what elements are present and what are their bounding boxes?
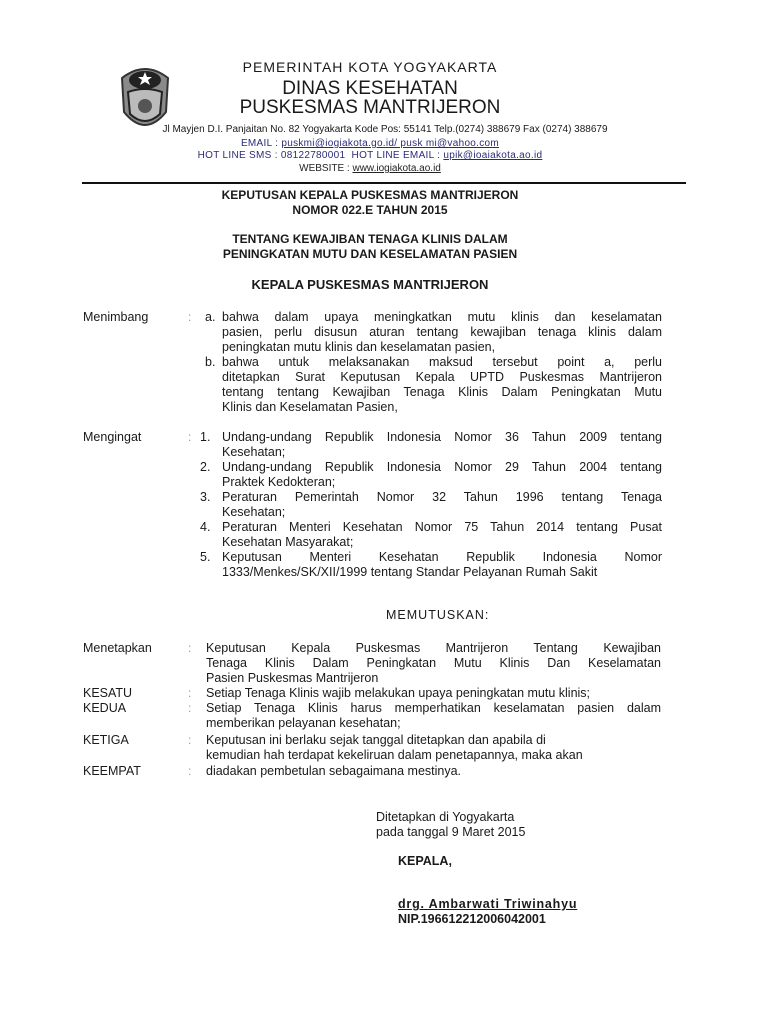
decision-label: Menetapkan [83, 641, 152, 655]
item-line: bahwa dalam upaya meningkatkan mutu klinis dan keselamatan [222, 310, 662, 324]
decision-line: kemudian hah terdapat kekeliruan dalam penetapannya, maka akan [206, 748, 583, 762]
colon: : [188, 733, 192, 747]
item-line: Undang-undang Republik Indonesia Nomor 29 Tahun 2004 tentang [222, 460, 662, 474]
hotline-sms-label: HOT LINE SMS : [197, 150, 278, 161]
item-line: Peraturan Pemerintah Nomor 32 Tahun 1996 tentang Tenaga [222, 490, 662, 504]
item-line: tentang tentang Kewajiban Tenaga Klinis Dalam Peningkatan Mutu [222, 385, 662, 399]
decision-line: Tenaga Klinis Dalam Peningkatan Mutu Klinis Dan Keselamatan [206, 656, 661, 670]
hotline-email-label: HOT LINE EMAIL : [351, 150, 441, 161]
colon: : [188, 701, 192, 715]
section-label: Mengingat [83, 430, 142, 444]
signature-date: pada tanggal 9 Maret 2015 [376, 825, 526, 839]
decision-line: memberikan pelayanan kesehatan; [206, 716, 401, 730]
hotline-email-link[interactable]: upik@ioaiakota.ao.id [443, 150, 543, 161]
decision-line: Pasien Puskesmas Mantrijeron [206, 671, 379, 685]
item-marker: 1. [200, 430, 211, 444]
clinic-name: PUSKESMAS MANTRIJERON [239, 97, 501, 118]
decision-heading: MEMUTUSKAN: [386, 608, 490, 622]
item-line: 1333/Menkes/SK/XII/1999 tentang Standar Pelayanan Rumah Sakit [222, 565, 598, 579]
website-line [0, 163, 740, 174]
item-marker: 3. [200, 490, 211, 504]
decision-line: Keputusan Kepala Puskesmas Mantrijeron Tentang Kewajiban [206, 641, 661, 655]
address: Jl Mayjen D.I. Panjaitan No. 82 Yogyakarta Kode Pos: 55141 Telp.(0274) 388679 Fax (0274) 388679 [162, 124, 608, 135]
header-divider [82, 182, 686, 184]
issuer-heading: KEPALA PUSKESMAS MANTRIJERON [251, 277, 489, 292]
decision-label: KETIGA [83, 733, 129, 747]
colon: : [188, 430, 192, 444]
item-marker: a. [205, 310, 216, 324]
hotline-line [0, 150, 740, 161]
item-line: bahwa untuk melaksanakan maksud tersebut point a, perlu [222, 355, 662, 369]
colon: : [188, 764, 192, 778]
email-line [0, 138, 740, 149]
decree-subject-1: TENTANG KEWAJIBAN TENAGA KLINIS DALAM [232, 232, 508, 246]
decision-line: Setiap Tenaga Klinis wajib melakukan upaya peningkatan mutu klinis; [206, 686, 591, 700]
item-marker: 2. [200, 460, 211, 474]
item-marker: b. [205, 355, 216, 369]
signatory-nip: NIP.196612212006042001 [398, 912, 546, 926]
email-label: EMAIL : [240, 138, 279, 149]
website-label: WEBSITE : [299, 163, 350, 174]
item-line: Peraturan Menteri Kesehatan Nomor 75 Tahun 2014 tentang Pusat [222, 520, 662, 534]
decree-subject-2: PENINGKATAN MUTU DAN KESELAMATAN PASIEN [222, 247, 518, 261]
item-line: ditetapkan Surat Keputusan Kepala UPTD Puskesmas Mantrijeron [222, 370, 662, 384]
item-line: Undang-undang Republik Indonesia Nomor 36 Tahun 2009 tentang [222, 430, 662, 444]
decision-line: Setiap Tenaga Klinis harus memperhatikan keselamatan pasien dalam [206, 701, 661, 715]
decision-line: Keputusan ini berlaku sejak tanggal ditetapkan dan apabila di [206, 733, 546, 747]
signature-place: Ditetapkan di Yogyakarta [376, 810, 515, 824]
signatory-name: drg. Ambarwati Triwinahyu [398, 897, 578, 911]
decision-label: KESATU [83, 686, 133, 700]
decree-number: NOMOR 022.E TAHUN 2015 [292, 203, 448, 217]
website-link[interactable]: www.iogiakota.ao.id [352, 163, 441, 174]
item-marker: 5. [200, 550, 211, 564]
colon: : [188, 686, 192, 700]
email-link[interactable]: puskmi@iogiakota.go.id/ pusk mi@vahoo.com [281, 138, 500, 149]
item-line: Keputusan Menteri Kesehatan Republik Indonesia Nomor [222, 550, 662, 564]
item-marker: 4. [200, 520, 211, 534]
decision-line: diadakan pembetulan sebagaimana mestinya. [206, 764, 462, 778]
item-line: Kesehatan; [222, 505, 286, 519]
decision-label: KEDUA [83, 701, 127, 715]
item-line: pasien, perlu disusun aturan tentang kewajiban tenaga klinis dalam [222, 325, 662, 339]
colon: : [188, 641, 192, 655]
agency-name: DINAS KESEHATAN [282, 78, 458, 99]
government-name: PEMERINTAH KOTA YOGYAKARTA [242, 59, 498, 75]
signatory-position: KEPALA, [398, 854, 452, 868]
item-line: Klinis dan Keselamatan Pasien, [222, 400, 398, 414]
item-line: peningkatan mutu klinis dan keselamatan pasien, [222, 340, 496, 354]
decree-title: KEPUTUSAN KEPALA PUSKESMAS MANTRIJERON [221, 188, 519, 202]
item-line: Kesehatan; [222, 445, 286, 459]
decision-label: KEEMPAT [83, 764, 141, 778]
hotline-sms-value: 08122780001 [280, 150, 346, 161]
item-line: Kesehatan Masyarakat; [222, 535, 354, 549]
colon: : [188, 310, 192, 324]
section-label: Menimbang [83, 310, 149, 324]
item-line: Praktek Kedokteran; [222, 475, 336, 489]
